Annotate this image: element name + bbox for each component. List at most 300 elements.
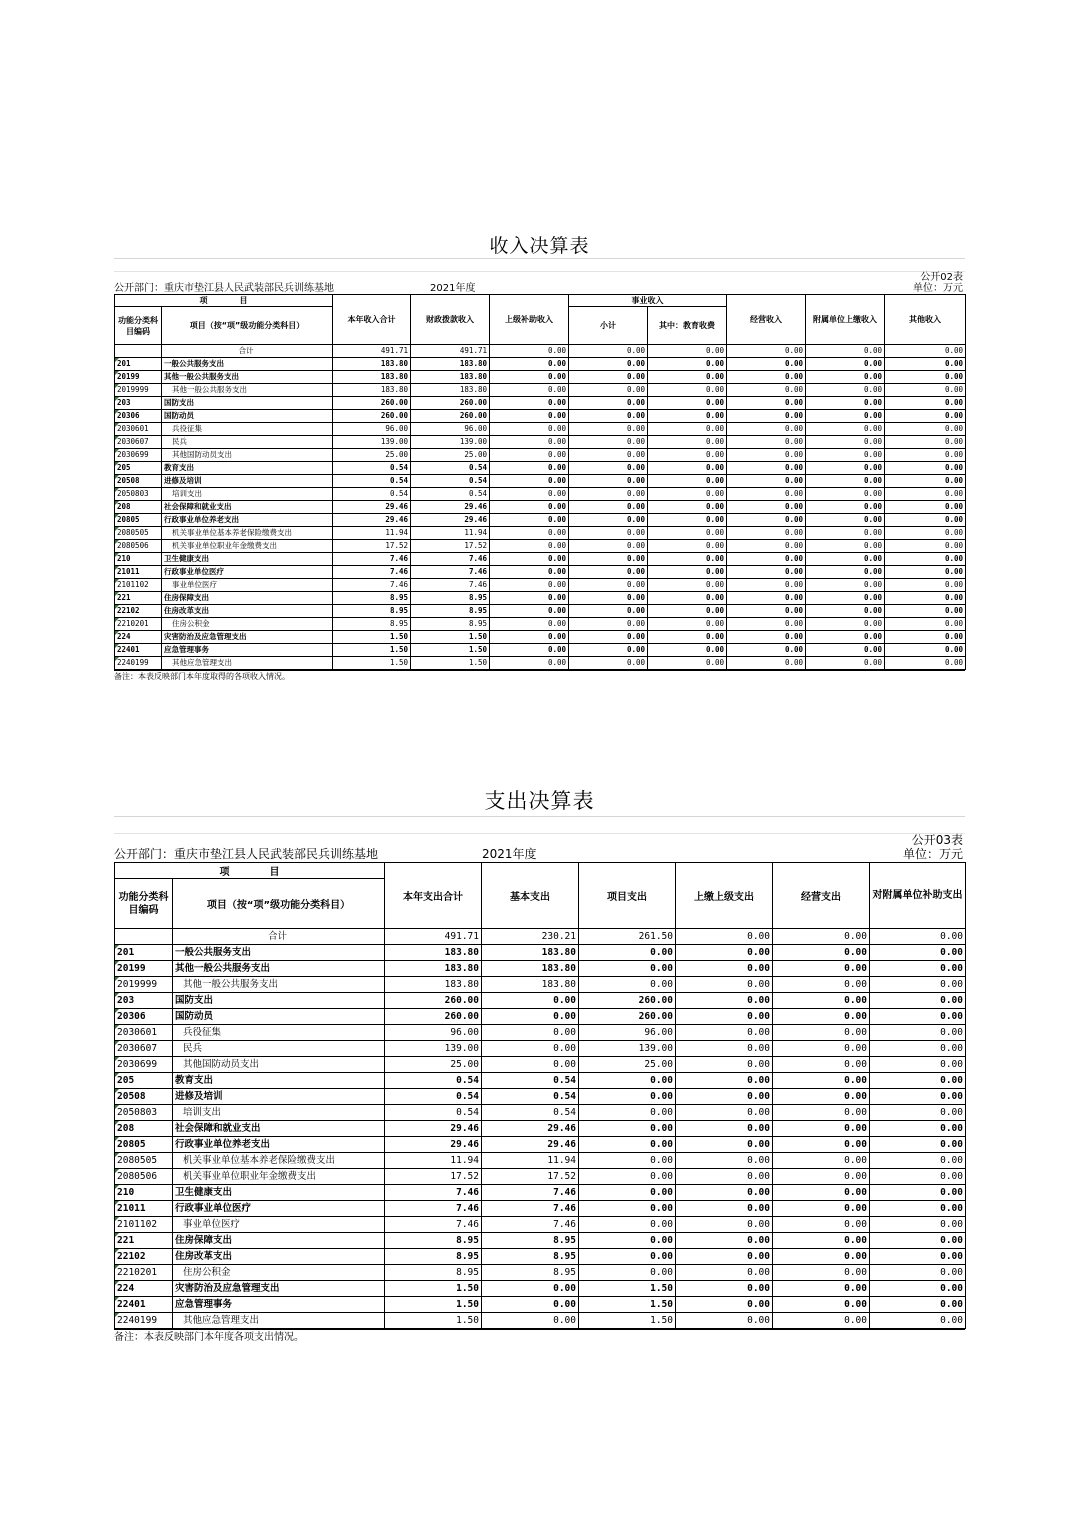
income-header-business-education: 其中：教育收费 [648,307,727,345]
expense-row-value: 0.00 [773,1233,870,1249]
income-row-code: 2030699 [115,449,162,462]
expense-table [114,862,966,1329]
income-table-row [115,514,966,527]
expense-row-code: 2210201 [115,1265,173,1281]
expense-header-col-remit: 上缴上级支出 [676,863,773,929]
expense-row-value: 0.00 [870,1281,966,1297]
income-table-row [115,436,966,449]
income-row-value: 0.00 [806,592,885,605]
expense-table-no: 公开03表 [911,833,963,847]
income-row-name: 住房保障支出 [162,592,333,605]
income-row-value: 0.00 [806,566,885,579]
expense-row-code: 20805 [115,1137,173,1153]
income-row-code: 20306 [115,410,162,423]
expense-table-row [115,1217,966,1233]
income-row-value: 29.46 [333,514,411,527]
income-table-row [115,371,966,384]
expense-table-row [115,1137,966,1153]
income-row-value: 1.50 [333,644,411,657]
expense-row-code: 2050803 [115,1105,173,1121]
income-note: 备注：本表反映部门本年度取得的各项收入情况。 [114,670,965,683]
income-row-value: 25.00 [411,449,490,462]
expense-sheet [114,786,965,1345]
income-row-value: 0.00 [648,488,727,501]
income-table-row [115,358,966,371]
expense-row-value: 1.50 [579,1297,676,1313]
cell-marker-icon [115,1185,119,1189]
expense-row-value: 0.00 [773,1313,870,1329]
expense-department: 公开部门：重庆市垫江县人民武装部民兵训练基地 [114,847,379,861]
income-row-code: 2210201 [115,618,162,631]
income-row-value: 0.00 [727,553,806,566]
income-row-value: 0.00 [806,605,885,618]
expense-row-value: 0.00 [579,977,676,993]
expense-row-value: 0.00 [773,1249,870,1265]
expense-row-code: 20306 [115,1009,173,1025]
expense-row-value: 1.50 [385,1313,482,1329]
income-row-value: 0.54 [333,475,411,488]
income-row-value: 0.00 [806,514,885,527]
income-row-value: 0.00 [648,345,727,358]
income-row-value: 8.95 [411,618,490,631]
expense-row-value: 183.80 [385,945,482,961]
income-row-value: 0.00 [885,501,966,514]
expense-title: 支出决算表 [114,786,965,817]
income-row-value: 0.00 [648,579,727,592]
expense-row-code: 205 [115,1073,173,1089]
expense-table-row [115,1121,966,1137]
income-table-row [115,605,966,618]
income-row-value: 0.00 [490,397,569,410]
cell-marker-icon [115,1169,119,1173]
expense-row-value: 0.00 [579,1185,676,1201]
expense-table-row [115,1297,966,1313]
expense-row-value: 0.54 [482,1073,579,1089]
expense-row-value: 0.00 [676,1025,773,1041]
expense-table-row [115,1313,966,1329]
income-row-value: 0.00 [569,514,648,527]
income-row-value: 7.46 [333,579,411,592]
cell-marker-icon [115,1121,119,1125]
income-row-value: 0.00 [490,553,569,566]
expense-row-name: 事业单位医疗 [173,1217,385,1233]
income-row-value: 0.00 [885,605,966,618]
income-row-value: 8.95 [333,605,411,618]
income-row-name: 教育支出 [162,462,333,475]
income-row-value: 0.00 [727,423,806,436]
income-department: 公开部门：重庆市垫江县人民武装部民兵训练基地 [114,283,334,294]
expense-row-value: 0.00 [773,1009,870,1025]
cell-marker-icon [115,1201,119,1205]
income-row-value: 0.00 [885,423,966,436]
expense-row-value: 0.00 [870,1073,966,1089]
expense-row-value: 0.00 [676,1265,773,1281]
income-row-value: 0.00 [569,501,648,514]
expense-meta-row [114,848,965,862]
expense-row-value: 1.50 [579,1313,676,1329]
expense-row-value: 0.00 [773,993,870,1009]
expense-table-row [115,1073,966,1089]
income-row-value: 0.00 [569,423,648,436]
expense-row-value: 0.00 [676,1105,773,1121]
expense-row-value: 0.00 [676,1169,773,1185]
expense-row-value: 11.94 [482,1153,579,1169]
income-row-value: 0.00 [885,514,966,527]
expense-row-value: 8.95 [482,1265,579,1281]
income-row-code: 205 [115,462,162,475]
expense-table-row [115,1025,966,1041]
income-row-value: 0.00 [490,462,569,475]
expense-row-value: 0.00 [482,1025,579,1041]
income-row-value: 0.00 [885,631,966,644]
expense-table-row [115,1281,966,1297]
expense-row-code: 22102 [115,1249,173,1265]
expense-row-value: 0.00 [773,1153,870,1169]
expense-table-row [115,1009,966,1025]
expense-table-row [115,993,966,1009]
expense-row-value: 0.00 [773,1089,870,1105]
income-row-code: 2030607 [115,436,162,449]
cell-marker-icon [115,1041,119,1045]
income-row-code: 21011 [115,566,162,579]
expense-table-row [115,1153,966,1169]
expense-row-value: 8.95 [385,1265,482,1281]
income-row-value: 0.00 [806,657,885,670]
income-row-value: 0.00 [885,371,966,384]
income-row-name: 行政事业单位养老支出 [162,514,333,527]
income-row-value: 139.00 [333,436,411,449]
income-row-value: 0.00 [727,345,806,358]
expense-row-value: 0.00 [870,1057,966,1073]
expense-row-value: 0.00 [579,1233,676,1249]
income-row-value: 0.00 [885,358,966,371]
expense-row-value: 0.00 [676,961,773,977]
income-row-value: 96.00 [411,423,490,436]
income-row-value: 0.00 [806,644,885,657]
expense-row-value: 0.00 [579,1073,676,1089]
income-row-value: 0.54 [411,462,490,475]
income-row-value: 0.00 [885,618,966,631]
income-row-value: 0.00 [569,436,648,449]
income-table-row [115,566,966,579]
income-row-name: 灾害防治及应急管理支出 [162,631,333,644]
expense-row-value: 0.00 [579,1265,676,1281]
expense-row-value: 0.00 [773,1105,870,1121]
expense-row-code: 201 [115,945,173,961]
income-row-value: 491.71 [333,345,411,358]
expense-row-value: 0.00 [870,961,966,977]
income-row-value: 0.00 [490,566,569,579]
expense-row-value: 0.00 [676,993,773,1009]
expense-row-value: 7.46 [482,1217,579,1233]
income-table [114,294,966,670]
income-header-name: 项目（按“项”级功能分类科目） [162,307,333,345]
cell-marker-icon [115,618,119,622]
income-row-value: 0.00 [885,553,966,566]
expense-row-value: 0.00 [773,1185,870,1201]
expense-row-value: 0.00 [579,961,676,977]
expense-row-value: 0.00 [870,1233,966,1249]
income-header-item-group: 项 目 [115,295,333,307]
expense-header-col-basic: 基本支出 [482,863,579,929]
income-row-value: 0.00 [885,462,966,475]
income-row-value: 0.00 [648,644,727,657]
income-row-name: 培训支出 [162,488,333,501]
income-row-value: 8.95 [411,592,490,605]
expense-row-name: 机关事业单位基本养老保险缴费支出 [173,1153,385,1169]
income-row-value: 183.80 [333,371,411,384]
income-row-name: 一般公共服务支出 [162,358,333,371]
expense-row-code: 2080506 [115,1169,173,1185]
expense-row-value: 0.00 [579,1121,676,1137]
cell-marker-icon [115,475,119,479]
cell-marker-icon [115,1057,119,1061]
income-row-value: 0.00 [885,644,966,657]
expense-row-value: 0.00 [773,1073,870,1089]
expense-row-value: 8.95 [482,1233,579,1249]
expense-table-row [115,1105,966,1121]
income-row-code: 210 [115,553,162,566]
expense-row-name: 其他一般公共服务支出 [173,977,385,993]
cell-marker-icon [115,462,119,466]
income-row-value: 0.00 [490,618,569,631]
income-row-value: 0.00 [569,605,648,618]
income-header-business-subtotal: 小计 [569,307,648,345]
expense-row-value: 0.00 [676,1233,773,1249]
expense-row-value: 0.00 [773,977,870,993]
expense-row-value: 260.00 [385,993,482,1009]
income-row-value: 0.00 [806,631,885,644]
income-table-row [115,449,966,462]
income-table-row [115,384,966,397]
expense-row-value: 0.00 [676,1137,773,1153]
expense-row-value: 1.50 [385,1281,482,1297]
expense-row-value: 0.00 [773,1057,870,1073]
income-row-code: 208 [115,501,162,514]
expense-row-value: 29.46 [385,1121,482,1137]
income-row-value: 0.00 [648,527,727,540]
income-row-value: 0.00 [885,436,966,449]
expense-row-value: 0.00 [870,1121,966,1137]
income-sheet [114,234,965,683]
income-row-value: 0.00 [806,488,885,501]
income-row-value: 0.00 [490,514,569,527]
income-row-code: 20508 [115,475,162,488]
income-row-value: 0.00 [806,371,885,384]
income-blank-row [114,259,965,272]
income-header-col-affiliated: 附属单位上缴收入 [806,295,885,345]
income-row-value: 139.00 [411,436,490,449]
expense-row-name: 其他一般公共服务支出 [173,961,385,977]
expense-header-col-subsidy: 对附属单位补助支出 [870,863,966,929]
income-row-value: 0.00 [648,618,727,631]
income-row-value: 0.00 [806,501,885,514]
expense-row-name: 住房改革支出 [173,1249,385,1265]
expense-row-code: 2019999 [115,977,173,993]
income-row-name: 其他应急管理支出 [162,657,333,670]
expense-table-row [115,929,966,945]
cell-marker-icon [115,993,119,997]
expense-row-value: 0.00 [482,1281,579,1297]
income-row-value: 0.00 [490,449,569,462]
income-row-value: 0.00 [885,397,966,410]
income-row-value: 0.00 [490,371,569,384]
cell-marker-icon [115,1089,119,1093]
expense-row-code: 2030699 [115,1057,173,1073]
income-row-name: 其他国防动员支出 [162,449,333,462]
income-row-code: 201 [115,358,162,371]
income-row-name: 卫生健康支出 [162,553,333,566]
income-table-row [115,410,966,423]
cell-marker-icon [115,553,119,557]
income-row-value: 0.00 [806,475,885,488]
income-header-col-operating: 经营收入 [727,295,806,345]
expense-row-code: 20199 [115,961,173,977]
cell-marker-icon [115,1297,119,1301]
expense-row-name: 国防动员 [173,1009,385,1025]
cell-marker-icon [115,358,119,362]
expense-row-value: 1.50 [579,1281,676,1297]
income-row-value: 0.00 [648,371,727,384]
expense-table-row [115,1185,966,1201]
cell-marker-icon [115,1217,119,1221]
income-row-value: 1.50 [411,631,490,644]
income-row-value: 0.00 [727,605,806,618]
income-row-code: 2019999 [115,384,162,397]
income-row-value: 0.00 [806,449,885,462]
income-row-value: 0.54 [333,462,411,475]
income-row-value: 183.80 [333,384,411,397]
expense-row-value: 0.00 [676,1089,773,1105]
income-row-value: 0.00 [648,566,727,579]
income-row-value: 0.00 [885,657,966,670]
income-row-value: 0.00 [569,527,648,540]
income-year: 2021年度 [430,283,476,294]
expense-row-value: 7.46 [385,1217,482,1233]
income-title: 收入决算表 [114,234,965,259]
income-row-value: 11.94 [411,527,490,540]
expense-row-value: 0.00 [870,993,966,1009]
income-row-value: 0.00 [490,501,569,514]
expense-row-value: 0.00 [870,1169,966,1185]
income-row-code [115,345,162,358]
income-row-value: 0.00 [806,540,885,553]
income-row-name: 行政事业单位医疗 [162,566,333,579]
income-row-value: 0.00 [727,358,806,371]
expense-row-code: 2030601 [115,1025,173,1041]
expense-row-value: 0.00 [579,1105,676,1121]
income-row-value: 0.00 [885,566,966,579]
expense-row-value: 0.00 [579,945,676,961]
income-header-business-group: 事业收入 [569,295,727,307]
income-row-name: 合计 [162,345,333,358]
expense-header-name: 项目（按“项”级功能分类科目） [173,879,385,929]
expense-header-col-operating: 经营支出 [773,863,870,929]
income-row-value: 29.46 [411,501,490,514]
income-row-name: 其他一般公共服务支出 [162,371,333,384]
income-row-value: 0.00 [727,644,806,657]
income-row-value: 11.94 [333,527,411,540]
income-row-value: 0.00 [490,423,569,436]
income-row-value: 0.00 [490,540,569,553]
cell-marker-icon [115,1265,119,1269]
cell-marker-icon [115,514,119,518]
expense-row-code: 203 [115,993,173,1009]
expense-row-value: 183.80 [482,945,579,961]
income-row-code: 224 [115,631,162,644]
expense-row-value: 183.80 [385,961,482,977]
expense-row-name: 社会保障和就业支出 [173,1121,385,1137]
expense-row-value: 0.00 [870,1217,966,1233]
income-row-value: 0.00 [727,592,806,605]
expense-row-value: 0.00 [870,1137,966,1153]
expense-header-col-total: 本年支出合计 [385,863,482,929]
income-row-name: 进修及培训 [162,475,333,488]
expense-row-value: 0.00 [676,1313,773,1329]
income-row-value: 0.00 [727,527,806,540]
expense-row-name: 卫生健康支出 [173,1185,385,1201]
expense-row-name: 教育支出 [173,1073,385,1089]
cell-marker-icon [115,1233,119,1237]
expense-row-value: 0.00 [676,1153,773,1169]
expense-row-code [115,929,173,945]
expense-row-value: 0.00 [870,1185,966,1201]
cell-marker-icon [115,488,119,492]
expense-row-value: 0.00 [482,1313,579,1329]
expense-row-name: 应急管理事务 [173,1297,385,1313]
income-row-value: 0.00 [569,358,648,371]
expense-row-value: 0.00 [676,1073,773,1089]
income-row-code: 22401 [115,644,162,657]
income-row-value: 7.46 [411,553,490,566]
income-row-value: 0.00 [569,449,648,462]
cell-marker-icon [115,540,119,544]
expense-row-code: 21011 [115,1201,173,1217]
income-row-value: 29.46 [411,514,490,527]
expense-row-value: 0.00 [482,993,579,1009]
expense-header-item-group: 项 目 [115,863,385,879]
expense-row-code: 2240199 [115,1313,173,1329]
cell-marker-icon [115,977,119,981]
income-row-value: 0.00 [648,410,727,423]
expense-row-value: 0.00 [579,1217,676,1233]
expense-table-row [115,1089,966,1105]
expense-row-value: 0.00 [870,1009,966,1025]
expense-row-value: 0.54 [385,1073,482,1089]
expense-row-code: 210 [115,1185,173,1201]
income-row-value: 0.00 [885,488,966,501]
expense-row-value: 230.21 [482,929,579,945]
cell-marker-icon [115,961,119,965]
income-row-value: 8.95 [411,605,490,618]
income-table-row [115,657,966,670]
income-row-value: 0.00 [806,410,885,423]
expense-row-value: 29.46 [482,1121,579,1137]
income-row-value: 0.54 [333,488,411,501]
expense-row-value: 0.00 [870,1249,966,1265]
income-row-value: 7.46 [333,566,411,579]
expense-row-value: 8.95 [482,1249,579,1265]
income-row-value: 8.95 [333,592,411,605]
income-row-value: 491.71 [411,345,490,358]
cell-marker-icon [115,592,119,596]
expense-row-name: 民兵 [173,1041,385,1057]
income-row-value: 0.00 [490,475,569,488]
income-row-code: 22102 [115,605,162,618]
expense-row-name: 住房公积金 [173,1265,385,1281]
income-row-value: 0.00 [806,527,885,540]
income-table-row [115,527,966,540]
